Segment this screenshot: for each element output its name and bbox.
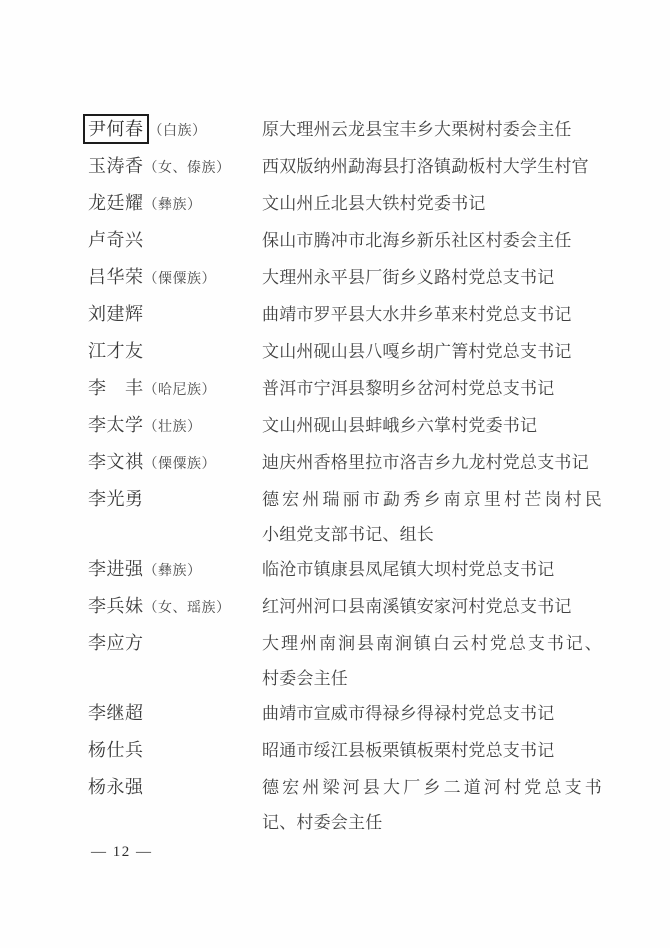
title-line: 曲靖市宣威市得禄乡得禄村党总支书记: [262, 704, 555, 723]
title-line: 文山州砚山县八嘎乡胡广箐村党总支书记: [262, 342, 572, 361]
list-item: [88, 149, 602, 186]
list-item: [88, 589, 602, 626]
list-item: [88, 552, 602, 589]
person-name-cell: [88, 589, 262, 626]
person-title-cell: [262, 223, 602, 258]
title-line: 保山市腾冲市北海乡新乐社区村委会主任: [262, 231, 572, 250]
ethnic-label: （傈僳族）: [143, 272, 216, 287]
person-name: 李文祺: [88, 452, 144, 472]
title-line: 大理州南涧县南涧镇白云村党总支书记、: [262, 634, 602, 653]
page-number-label: — 12 —: [91, 844, 153, 860]
title-line: 德宏州瑞丽市勐秀乡南京里村芒岗村民: [262, 490, 602, 509]
list-item: [88, 770, 602, 840]
ethnic-label: （哈尼族）: [143, 383, 216, 398]
person-name-cell: [88, 186, 262, 223]
title-line: 记、村委会主任: [262, 813, 383, 832]
title-line: 红河州河口县南溪镇安家河村党总支书记: [262, 597, 572, 616]
title-line: 普洱市宁洱县黎明乡岔河村党总支书记: [262, 379, 555, 398]
page-number: [91, 844, 153, 861]
person-title-cell: [262, 112, 602, 147]
person-name: 李太学: [88, 415, 144, 435]
person-title-cell: [262, 626, 602, 696]
list-item: [88, 733, 602, 770]
title-line: 临沧市镇康县凤尾镇大坝村党总支书记: [262, 560, 555, 579]
person-name-cell: [88, 112, 262, 149]
title-line: 曲靖市罗平县大水井乡革来村党总支书记: [262, 305, 572, 324]
ethnic-label: （女、瑶族）: [143, 601, 231, 616]
person-name: 杨仕兵: [88, 740, 144, 760]
ethnic-label: （彝族）: [143, 564, 202, 579]
person-name-cell: [88, 334, 262, 371]
person-title-cell: [262, 696, 602, 731]
person-name: 卢奇兴: [88, 230, 144, 250]
title-line: 文山州丘北县大铁村党委书记: [262, 194, 486, 213]
person-name-cell: [88, 733, 262, 770]
list-item: [88, 626, 602, 696]
title-line: 原大理州云龙县宝丰乡大栗树村委会主任: [262, 120, 572, 139]
person-title-cell: [262, 733, 602, 768]
title-line: 西双版纳州勐海县打洛镇勐板村大学生村官: [262, 157, 589, 176]
person-name-cell: [88, 371, 262, 408]
person-name: 吕华荣: [88, 267, 144, 287]
ethnic-label: （壮族）: [143, 420, 202, 435]
list-item: [88, 371, 602, 408]
person-title-cell: [262, 589, 602, 624]
person-name: 李继超: [88, 703, 144, 723]
person-name-cell: [88, 223, 262, 260]
person-name: 李光勇: [88, 489, 144, 509]
list-item: [88, 112, 602, 149]
list-item: [88, 334, 602, 371]
ethnic-label: （白族）: [148, 124, 207, 139]
person-title-cell: [262, 445, 602, 480]
person-title-cell: [262, 408, 602, 443]
person-name: 杨永强: [88, 777, 144, 797]
ethnic-label: （彝族）: [143, 198, 202, 213]
ethnic-label: （女、傣族）: [143, 161, 231, 176]
list-item: [88, 260, 602, 297]
title-line: 迪庆州香格里拉市洛吉乡九龙村党总支书记: [262, 453, 589, 472]
title-line: 文山州砚山县蚌峨乡六掌村党委书记: [262, 416, 538, 435]
person-name: 李兵妹: [88, 596, 144, 616]
person-title-cell: [262, 482, 602, 552]
person-name-cell: [88, 297, 262, 334]
title-line: 村委会主任: [262, 669, 348, 688]
person-title-cell: [262, 371, 602, 406]
person-name-cell: [88, 626, 262, 663]
person-name-cell: [88, 482, 262, 519]
list-item: [88, 696, 602, 733]
person-name-cell: [88, 445, 262, 482]
person-name-cell: [88, 696, 262, 733]
list-item: [88, 482, 602, 552]
person-title-cell: [262, 186, 602, 221]
person-name-cell: [88, 149, 262, 186]
person-name: 玉涛香: [88, 156, 144, 176]
person-name: 李进强: [88, 559, 144, 579]
list-item: [88, 445, 602, 482]
title-line: 德宏州梁河县大厂乡二道河村党总支书: [262, 778, 602, 797]
title-line: 大理州永平县厂街乡义路村党总支书记: [262, 268, 555, 287]
person-title-cell: [262, 770, 602, 840]
person-name-cell: [88, 552, 262, 589]
person-name: 李 丰: [88, 378, 144, 398]
list-item: [88, 223, 602, 260]
person-title-cell: [262, 260, 602, 295]
title-line: 昭通市绥江县板栗镇板栗村党总支书记: [262, 741, 555, 760]
list-item: [88, 186, 602, 223]
ethnic-label: （傈僳族）: [143, 457, 216, 472]
person-title-cell: [262, 297, 602, 332]
person-title-cell: [262, 334, 602, 369]
person-name: 李应方: [88, 633, 144, 653]
person-title-cell: [262, 552, 602, 587]
list-item: [88, 408, 602, 445]
person-name-cell: [88, 408, 262, 445]
list-item: [88, 297, 602, 334]
person-title-cell: [262, 149, 602, 184]
person-name-cell: [88, 260, 262, 297]
person-name: 江才友: [88, 341, 144, 361]
person-name: 龙廷耀: [88, 193, 144, 213]
person-name-highlighted[interactable]: 尹何春: [83, 114, 149, 144]
person-name-cell: [88, 770, 262, 807]
title-line: 小组党支部书记、组长: [262, 525, 434, 544]
person-name: 刘建辉: [88, 304, 144, 324]
award-list: [88, 112, 602, 840]
